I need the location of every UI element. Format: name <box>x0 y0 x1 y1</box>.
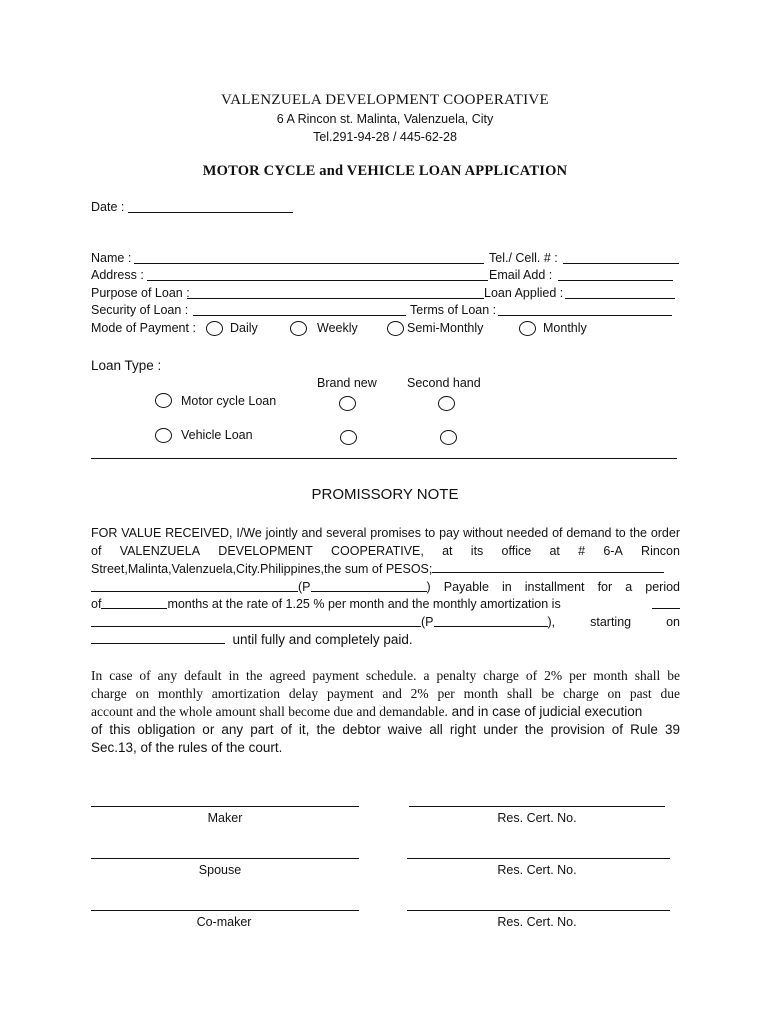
name-label: Name : <box>91 251 132 265</box>
promissory-line-5: of months at the rate of 1.25 % per month and the monthly amortization is <box>91 596 680 614</box>
radio-motorcycle-second-hand[interactable] <box>438 396 455 411</box>
comaker-signature-line[interactable] <box>91 910 359 911</box>
date-field[interactable] <box>128 212 293 213</box>
terms-label: Terms of Loan : <box>410 303 497 317</box>
start-date-field[interactable] <box>91 631 225 644</box>
date-label: Date : <box>91 200 125 214</box>
security-field[interactable] <box>193 315 406 316</box>
spouse-res-cert-label: Res. Cert. No. <box>497 863 577 877</box>
address-label: Address : <box>91 268 144 282</box>
second-hand-header: Second hand <box>407 376 481 390</box>
comaker-res-cert-line[interactable] <box>407 910 670 911</box>
promissory-line-4: (P ) Payable in installment for a period <box>91 579 680 597</box>
promissory-note-body <box>91 525 680 649</box>
motorcycle-loan-label: Motor cycle Loan <box>181 394 277 408</box>
months-field[interactable] <box>101 596 167 609</box>
pesos-amount-field[interactable] <box>311 579 427 592</box>
email-field[interactable] <box>558 280 673 281</box>
section-divider <box>91 458 677 459</box>
comaker-label: Co-maker <box>196 915 252 929</box>
loan-type-label: Loan Type : <box>91 358 162 373</box>
promissory-line-6: (P ), starting on <box>91 614 680 632</box>
maker-res-cert-line[interactable] <box>409 806 665 807</box>
monthly-label: Monthly <box>543 321 587 335</box>
weekly-label: Weekly <box>317 321 358 335</box>
radio-vehicle-second-hand[interactable] <box>440 430 457 445</box>
radio-semi-monthly[interactable] <box>387 321 404 336</box>
promissory-line-1: FOR VALUE RECEIVED, I/We jointly and several promises to pay without needed of demand to the order <box>91 526 680 540</box>
spouse-signature-line[interactable] <box>91 858 359 859</box>
radio-monthly[interactable] <box>519 321 536 336</box>
organization-telephone: Tel.291-94-28 / 445-62-28 <box>313 130 457 144</box>
daily-label: Daily <box>230 321 258 335</box>
purpose-label: Purpose of Loan : <box>91 286 190 300</box>
amortization-amount-field[interactable] <box>434 614 548 627</box>
tel-cell-field[interactable] <box>563 263 679 264</box>
penalty-line-5: Sec.13, of the rules of the court. <box>91 740 283 755</box>
amortization-field[interactable] <box>652 596 680 609</box>
radio-motorcycle-loan[interactable] <box>155 393 172 408</box>
penalty-line-2: charge on monthly amortization delay payment and 2% per month shall be charge on past due <box>91 686 680 701</box>
semi-monthly-label: Semi-Monthly <box>407 321 484 335</box>
mode-of-payment-label: Mode of Payment : <box>91 321 196 335</box>
organization-name: VALENZUELA DEVELOPMENT COOPERATIVE <box>221 92 549 108</box>
tel-cell-label: Tel./ Cell. # : <box>489 251 558 265</box>
radio-weekly[interactable] <box>290 321 307 336</box>
spouse-label: Spouse <box>198 863 242 877</box>
radio-vehicle-brand-new[interactable] <box>340 430 357 445</box>
penalty-line-4: of this obligation or any part of it, the debtor waive all right under the provision of Rule 39 <box>91 722 680 737</box>
brand-new-header: Brand new <box>317 376 377 390</box>
promissory-line-7: until fully and completely paid. <box>91 631 680 649</box>
form-title: MOTOR CYCLE and VEHICLE LOAN APPLICATION <box>202 163 568 179</box>
penalty-clause <box>91 667 680 757</box>
maker-res-cert-label: Res. Cert. No. <box>497 811 577 825</box>
amortization-words-field[interactable] <box>91 614 421 627</box>
radio-daily[interactable] <box>206 321 223 336</box>
maker-label: Maker <box>207 811 243 825</box>
name-field[interactable] <box>134 263 484 264</box>
security-label: Security of Loan : <box>91 303 189 317</box>
spouse-res-cert-line[interactable] <box>407 858 670 859</box>
penalty-line-3: account and the whole amount shall become due and demandable. and in case of judicial execution <box>91 704 643 719</box>
vehicle-loan-label: Vehicle Loan <box>181 428 253 442</box>
maker-signature-line[interactable] <box>91 806 359 807</box>
promissory-note-title: PROMISSORY NOTE <box>311 486 459 503</box>
address-field[interactable] <box>147 280 488 281</box>
email-label: Email Add : <box>489 268 553 282</box>
radio-vehicle-loan[interactable] <box>155 428 172 443</box>
penalty-line-1: In case of any default in the agreed payment schedule. a penalty charge of 2% per month shall be <box>91 668 680 683</box>
organization-address: 6 A Rincon st. Malinta, Valenzuela, City <box>276 112 494 126</box>
pesos-words-field[interactable] <box>432 560 664 573</box>
pesos-words-field-2[interactable] <box>91 579 298 592</box>
promissory-line-3: Street,Malinta,Valenzuela,City.Philippines,the sum of PESOS; <box>91 560 680 579</box>
promissory-line-2: of VALENZUELA DEVELOPMENT COOPERATIVE, at its office at # 6-A Rincon <box>91 543 680 558</box>
loan-applied-field[interactable] <box>565 298 675 299</box>
comaker-res-cert-label: Res. Cert. No. <box>497 915 577 929</box>
radio-motorcycle-brand-new[interactable] <box>339 396 356 411</box>
loan-applied-label: Loan Applied : <box>484 286 564 300</box>
terms-field[interactable] <box>498 315 672 316</box>
purpose-field[interactable] <box>187 298 484 299</box>
